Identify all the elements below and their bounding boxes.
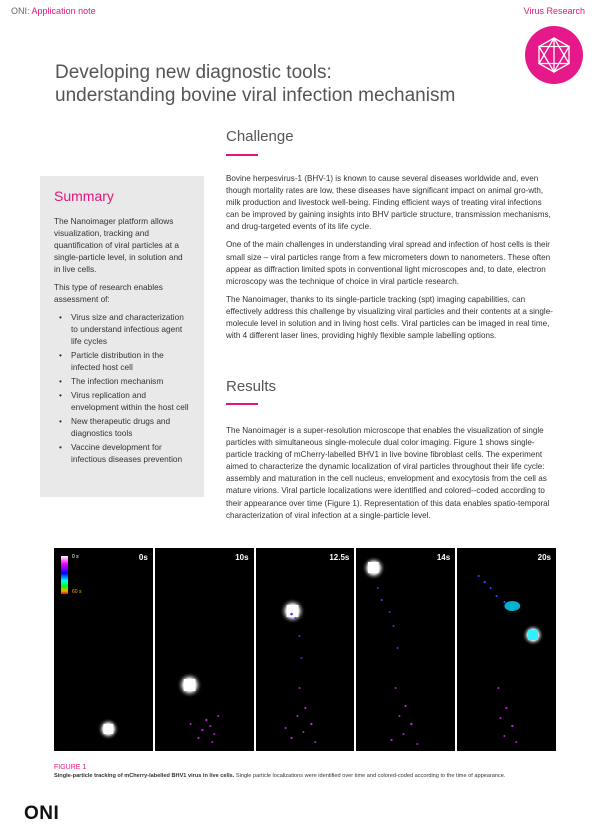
- colorbar: [61, 556, 68, 594]
- panel-time-label: 0s: [138, 553, 148, 562]
- figure-panel-10s: [155, 548, 254, 751]
- panel-14s-image: [356, 548, 455, 751]
- list-item: • The infection mechanism: [54, 375, 190, 387]
- figure-panel-0s: [54, 548, 153, 751]
- list-item: • New therapeutic drugs and diagnostics tools: [54, 415, 190, 439]
- figure-caption-title: Single-particle tracking of mCherry-labelled BHV1 virus in live cells.: [54, 773, 235, 779]
- panel-12-5s-image: [256, 548, 355, 751]
- title-line-2: understanding bovine viral infection mechanism: [55, 85, 456, 106]
- summary-heading: Summary: [54, 188, 114, 204]
- list-item: • Virus size and characterization to understand infectious agent life cycles: [54, 311, 190, 347]
- challenge-divider: [226, 154, 258, 156]
- panel-time-label: 20s: [537, 553, 551, 562]
- header-app-note: Application note: [31, 6, 96, 16]
- figure-panel-14s: [356, 548, 455, 751]
- virus-icon: [525, 26, 583, 84]
- header-category: Virus Research: [523, 6, 585, 16]
- list-item: • Vaccine development for infectious diseases prevention: [54, 441, 190, 465]
- list-item: • Virus replication and envelopment within the host cell: [54, 389, 190, 413]
- title-line-1: Developing new diagnostic tools:: [55, 62, 332, 83]
- header-brand: ONI: [11, 6, 28, 16]
- header-separator: :: [27, 6, 30, 16]
- figure-panel-20s: [457, 548, 556, 751]
- panel-20s-image: [457, 548, 556, 751]
- panel-10s-image: [155, 548, 254, 751]
- results-divider: [226, 403, 258, 405]
- challenge-paragraph-2: One of the main challenges in understanding viral spread and infection of host cells is their small size – viral particles range from a few micrometers down to nanometers. These often appear as diffraction limited spots in conventional light microscopes and, to date, electron microscopy was the technique of choice in viral particle research.: [226, 240, 551, 286]
- list-item: • Particle distribution in the infected host cell: [54, 349, 190, 373]
- results-paragraph: The Nanoimager is a super-resolution microscope that enables the visualization of single particles with simultaneous single-molecule dual color imaging. Figure 1 shows single-particle tracking of mCherry-labelled BHV1 in live bovine fibroblast cells. The experiment aimed to characterize the dynamic localization of viral particles throughout their life cycle: assembly and maturation in the cell nucleus, envelopment and exocytosis from the cell as mature virions. Viral particle localizations were identified and colored--coded according to their appearance over time (Figure 1). Representation of this data enables spatio-temporal characterization of viral infection at a single-particle level.: [226, 426, 550, 520]
- results-heading: Results: [226, 378, 277, 395]
- oni-logo: ONI: [24, 803, 60, 824]
- panel-time-label: 10s: [235, 553, 249, 562]
- figure-image-strip: [54, 548, 556, 751]
- figure-panel-12-5s: [256, 548, 355, 751]
- summary-lead: This type of research enables assessment of:: [54, 282, 163, 304]
- results-body: [226, 425, 556, 528]
- summary-box: [40, 176, 204, 497]
- summary-intro: The Nanoimager platform allows visualization, tracking and quantification of viral particles at a single-particle level, in solution and in live cells.: [54, 216, 183, 274]
- page-title: [55, 61, 525, 107]
- colorbar-start: 0 s: [72, 554, 79, 560]
- challenge-body: [226, 173, 556, 348]
- panel-0s-image: [54, 548, 153, 751]
- figure-caption-text: Single particle localizations were identified over time and colored-coded according to the time of appearance.: [234, 773, 506, 779]
- panel-time-label: 12.5s: [329, 553, 350, 562]
- figure-label: FIGURE 1: [54, 764, 87, 771]
- challenge-paragraph-3: The Nanoimager, thanks to its single-particle tracking (spt) imaging capabilities, can effectively address this challenge by visualizing viral particles and their contents at a single-molecule level in solution and in living host cells. Viral particles can be imaged in real time, with 4 different laser lines, providing highly flexible sample labelling options.: [226, 294, 553, 341]
- challenge-heading: Challenge: [226, 128, 294, 145]
- colorbar-end: 60 s: [72, 589, 82, 595]
- summary-list: [54, 311, 190, 465]
- panel-time-label: 14s: [436, 553, 451, 562]
- figure-caption: [54, 773, 594, 779]
- challenge-paragraph-1: Bovine herpesvirus-1 (BHV-1) is known to cause several diseases worldwide and, even though mortality rates are low, these diseases have significant impact on animal gro-wth, milk production and livestock well-being. Finding efficient ways of treating viral infections can be improved by gaining insights into BHV particle structure, transmission mechanisms, and drug-targeted events of its life cycle.: [226, 174, 551, 232]
- header-doc-type: [11, 6, 96, 16]
